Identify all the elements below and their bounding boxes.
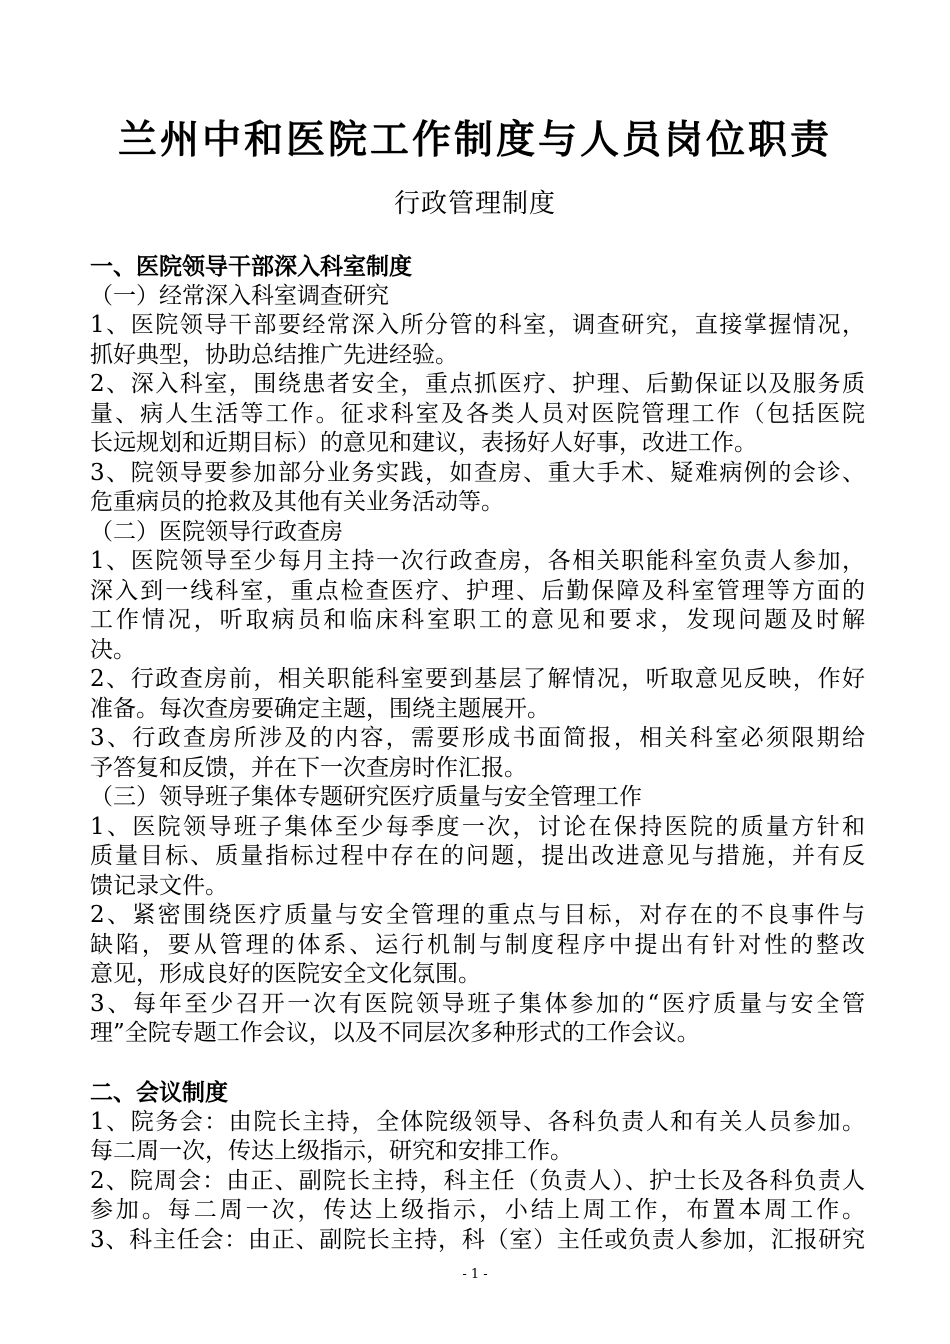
paragraph-line: 3、每年至少召开一次有医院领导班子集体参加的“医疗质量与安全管 <box>90 990 865 1017</box>
paragraph-line: 工作情况，听取病员和临床科室职工的意见和要求，发现问题及时解 <box>90 607 865 633</box>
paragraph-line: 长远规划和近期目标）的意见和建议，表扬好人好事，改进工作。 <box>90 430 757 456</box>
paragraph-line: 意见，形成良好的医院安全文化氛围。 <box>90 961 481 987</box>
paragraph-line: 3、行政查房所涉及的内容，需要形成书面简报，相关科室必须限期给 <box>90 725 865 751</box>
paragraph-line: 理”全院专题工作会议，以及不同层次多种形式的工作会议。 <box>90 1020 700 1046</box>
paragraph-line: 缺陷，要从管理的体系、运行机制与制度程序中提出有针对性的整改 <box>90 931 865 958</box>
document-subtitle: 行政管理制度 <box>393 189 556 219</box>
paragraph-line: 1、院务会：由院长主持，全体院级领导、各科负责人和有关人员参加。 <box>90 1108 865 1135</box>
paragraph-line: 2、紧密围绕医疗质量与安全管理的重点与目标，对存在的不良事件与 <box>90 902 865 928</box>
blank-line <box>90 1049 865 1079</box>
paragraph-line: 量、病人生活等工作。征求科室及各类人员对医院管理工作（包括医院 <box>90 400 865 427</box>
section-heading: 一、医院领导干部深入科室制度 <box>90 253 412 280</box>
paragraph-line: 深入到一线科室，重点检查医疗、护理、后勤保障及科室管理等方面的 <box>90 577 865 604</box>
section-heading: 二、会议制度 <box>90 1079 228 1106</box>
paragraph-line: （三）领导班子集体专题研究医疗质量与安全管理工作 <box>90 784 642 810</box>
paragraph-line: 1、医院领导干部要经常深入所分管的科室，调查研究，直接掌握情况， <box>90 312 865 338</box>
paragraph-line: 参加。每二周一次，传达上级指示，小结上周工作，布置本周工作。 <box>90 1197 865 1223</box>
paragraph-line: 2、行政查房前，相关职能科室要到基层了解情况，听取意见反映，作好 <box>90 666 865 692</box>
paragraph-line: 危重病员的抢救及其他有关业务活动等。 <box>90 489 504 515</box>
page-number: - 1 - <box>462 1267 488 1282</box>
paragraph-line: 3、科主任会：由正、副院长主持，科（室）主任或负责人参加，汇报研究 <box>90 1226 865 1253</box>
document-title: 兰州中和医院工作制度与人员岗位职责 <box>117 117 832 163</box>
paragraph-line: 每二周一次，传达上级指示，研究和安排工作。 <box>90 1138 573 1164</box>
paragraph-line: 抓好典型，协助总结推广先进经验。 <box>90 341 458 368</box>
paragraph-line: 准备。每次查房要确定主题，围绕主题展开。 <box>90 695 550 722</box>
paragraph-line: 予答复和反馈，并在下一次查房时作汇报。 <box>90 754 527 781</box>
paragraph-line: 馈记录文件。 <box>90 872 228 899</box>
paragraph-line: 2、院周会：由正、副院长主持，科主任（负责人）、护士长及各科负责人 <box>90 1167 865 1194</box>
paragraph-line: 1、医院领导至少每月主持一次行政查房，各相关职能科室负责人参加， <box>90 548 865 574</box>
paragraph-line: 质量目标、质量指标过程中存在的问题，提出改进意见与措施，并有反 <box>90 843 865 869</box>
paragraph-line: 1、医院领导班子集体至少每季度一次，讨论在保持医院的质量方针和 <box>90 813 865 840</box>
paragraph-line: 3、院领导要参加部分业务实践，如查房、重大手术、疑难病例的会诊、 <box>90 459 865 486</box>
paragraph-line: 2、深入科室，围绕患者安全，重点抓医疗、护理、后勤保证以及服务质 <box>90 371 865 397</box>
paragraph-line: （二）医院领导行政查房 <box>90 518 343 545</box>
document-body <box>90 252 865 1255</box>
paragraph-line: （一）经常深入科室调查研究 <box>90 282 389 309</box>
paragraph-line: 决。 <box>90 636 136 663</box>
